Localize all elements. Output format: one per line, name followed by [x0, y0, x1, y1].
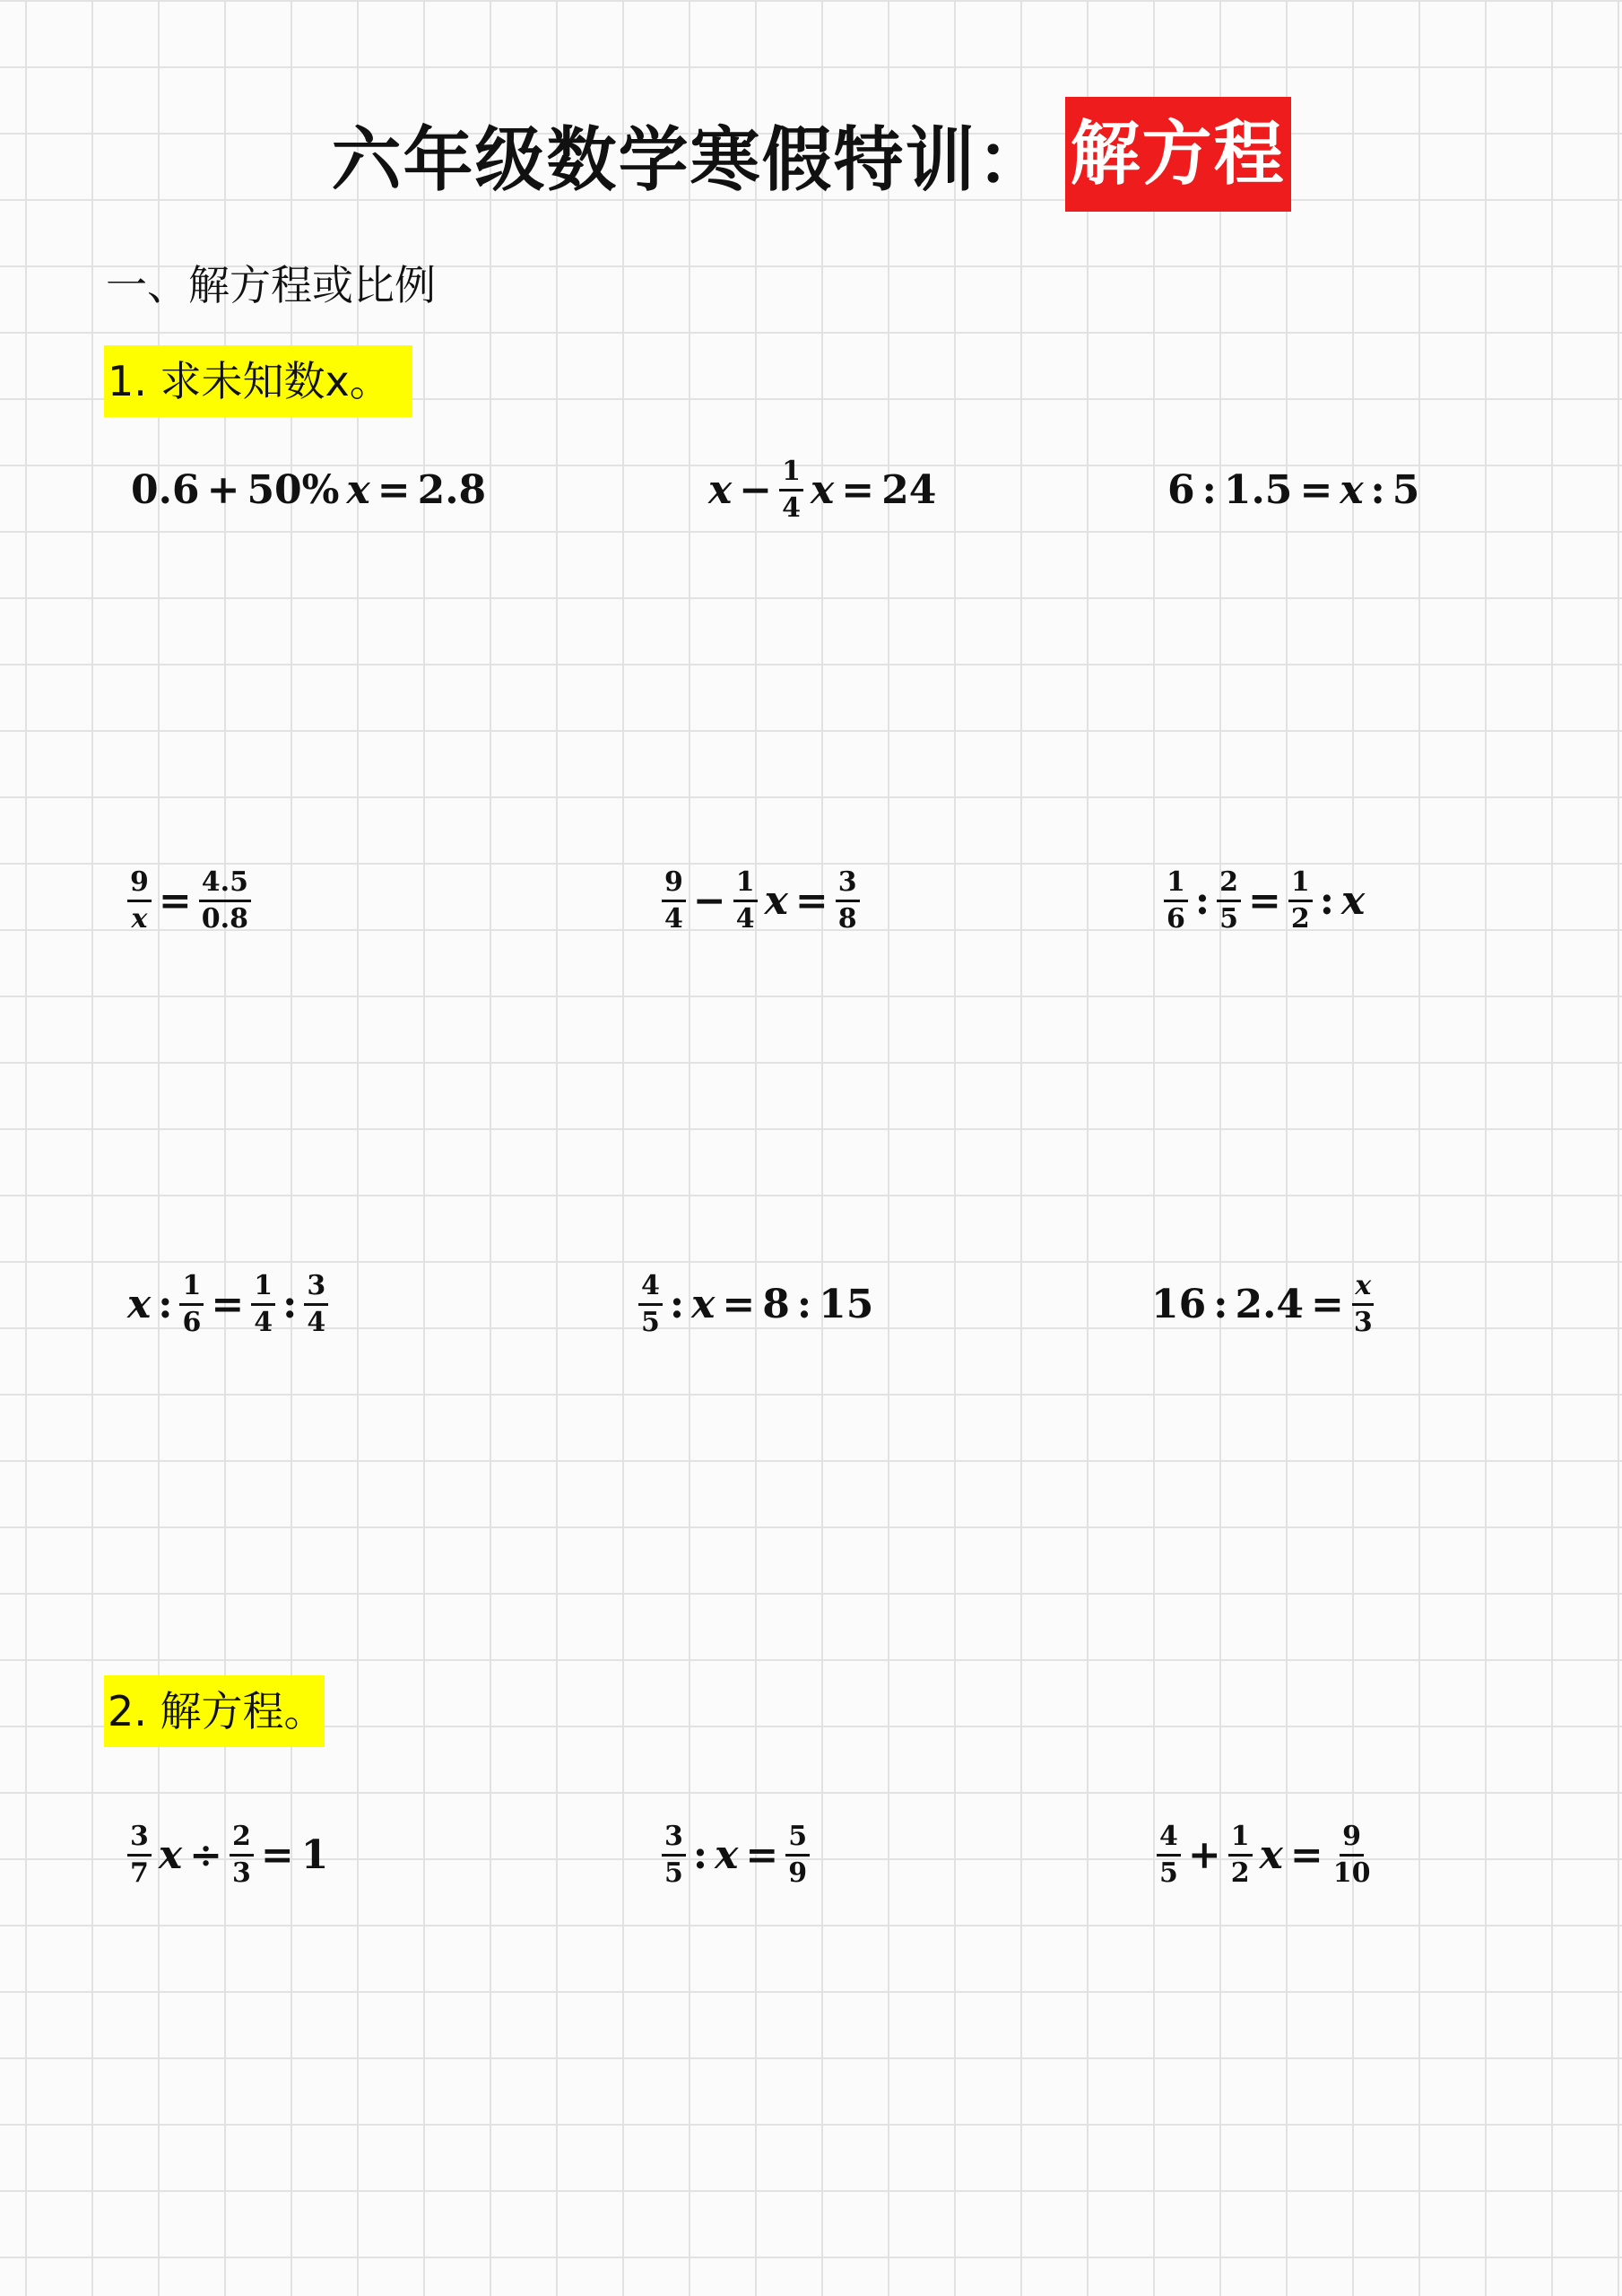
part2-equation-2 — [658, 1810, 813, 1900]
equation-term: = — [377, 466, 411, 513]
denominator: 3 — [231, 1857, 251, 1889]
equation-term: = — [260, 1831, 294, 1878]
equation-term: = — [722, 1281, 756, 1327]
fraction — [1351, 1269, 1375, 1338]
denominator: 6 — [182, 1306, 202, 1338]
part1-equation-5 — [658, 856, 863, 945]
numerator: 3 — [662, 1823, 686, 1857]
numerator: 3 — [836, 869, 860, 902]
equation-term: − — [739, 466, 773, 513]
numerator: 1 — [1164, 869, 1188, 902]
part2-equation-3 — [1153, 1810, 1376, 1900]
fraction — [1217, 865, 1241, 935]
equation-term: 15 — [819, 1281, 874, 1327]
fraction — [1228, 1820, 1253, 1889]
fraction — [1164, 865, 1188, 935]
equation-term: = — [158, 877, 192, 924]
fraction — [127, 1820, 152, 1889]
unknown-variable: x — [346, 466, 370, 513]
page-title — [0, 97, 1622, 212]
part1-equation-2 — [705, 445, 940, 535]
equation-term: : — [1194, 877, 1210, 924]
equation-term: : — [796, 1281, 812, 1327]
denominator: 5 — [641, 1306, 660, 1338]
equation-term: 2.8 — [417, 466, 487, 513]
part1-equation-1 — [127, 445, 490, 535]
numerator: 9 — [1340, 1823, 1364, 1857]
equation-term: = — [1248, 877, 1281, 924]
numerator: 4 — [1157, 1823, 1181, 1857]
fraction — [1331, 1820, 1374, 1889]
part1-equation-6 — [1160, 856, 1368, 945]
equation-term: : — [282, 1281, 298, 1327]
section-heading: 一、解方程或比例 — [106, 261, 436, 309]
denominator: 4 — [735, 902, 755, 935]
numerator: 1 — [1288, 869, 1313, 902]
fraction — [1157, 1820, 1181, 1889]
denominator: 4 — [254, 1306, 273, 1338]
numerator: 1 — [179, 1273, 204, 1306]
unknown-variable: x — [1340, 466, 1364, 513]
fraction — [127, 865, 152, 935]
numerator: 1 — [1228, 1823, 1253, 1857]
equation-term: : — [692, 1831, 708, 1878]
equation-term: 50% — [247, 466, 340, 513]
equation-term: : — [669, 1281, 685, 1327]
equation-term: 5 — [1392, 466, 1420, 513]
fraction — [230, 1820, 254, 1889]
unknown-variable: x — [810, 466, 835, 513]
numerator: 4.5 — [199, 869, 251, 902]
fraction — [785, 1820, 810, 1889]
equation-term: = — [745, 1831, 779, 1878]
part1-equation-9 — [1148, 1259, 1379, 1349]
equation-term: + — [1187, 1831, 1221, 1878]
denominator: 5 — [664, 1857, 683, 1889]
equation-term: : — [1370, 466, 1385, 513]
fraction — [662, 865, 686, 935]
part1-label: 1. 求未知数x。 — [104, 345, 412, 417]
numerator: 3 — [127, 1823, 152, 1857]
fraction — [638, 1269, 663, 1338]
fraction — [779, 455, 803, 524]
equation-term: 24 — [881, 466, 937, 513]
numerator: 1 — [733, 869, 758, 902]
equation-term: 2.4 — [1235, 1281, 1305, 1327]
equation-term: = — [211, 1281, 245, 1327]
denominator: 7 — [130, 1857, 149, 1889]
denominator: 4 — [307, 1306, 326, 1338]
equation-term: = — [841, 466, 875, 513]
equation-term: = — [1289, 1831, 1323, 1878]
equation-term: 1.5 — [1223, 466, 1293, 513]
part1-equation-3 — [1164, 445, 1423, 535]
fraction — [1288, 865, 1313, 935]
part2-label: 2. 解方程。 — [104, 1675, 325, 1747]
denominator: x — [131, 902, 148, 935]
equation-term: 6 — [1167, 466, 1195, 513]
part2-equation-1 — [124, 1810, 332, 1900]
denominator: 10 — [1332, 1857, 1371, 1889]
unknown-variable: x — [1259, 1831, 1283, 1878]
equation-term: 16 — [1151, 1281, 1207, 1327]
denominator: 5 — [1219, 902, 1238, 935]
unknown-variable: x — [691, 1281, 716, 1327]
part1-equation-4 — [124, 856, 255, 945]
equation-term: − — [692, 877, 726, 924]
equation-term: : — [158, 1281, 173, 1327]
fraction — [662, 1820, 686, 1889]
part1-equation-8 — [635, 1259, 877, 1349]
numerator: 9 — [127, 869, 152, 902]
equation-term: = — [794, 877, 828, 924]
title-highlight: 解方程 — [1065, 97, 1291, 212]
fraction — [733, 865, 758, 935]
denominator: 6 — [1167, 902, 1185, 935]
unknown-variable: x — [127, 1281, 152, 1327]
equation-term: + — [206, 466, 240, 513]
numerator: 4 — [638, 1273, 663, 1306]
equation-term: 1 — [300, 1831, 329, 1878]
equation-term: : — [1213, 1281, 1228, 1327]
part1-equation-7 — [124, 1259, 332, 1349]
denominator: 2 — [1290, 902, 1310, 935]
denominator: 9 — [788, 1857, 808, 1889]
numerator: 2 — [1217, 869, 1241, 902]
equation-term: 0.6 — [131, 466, 200, 513]
fraction — [179, 1269, 204, 1338]
denominator: 4 — [782, 491, 801, 524]
numerator: x — [1352, 1273, 1374, 1306]
equation-term: = — [1299, 466, 1333, 513]
denominator: 0.8 — [201, 902, 248, 935]
unknown-variable: x — [708, 466, 733, 513]
numerator: 9 — [662, 869, 686, 902]
fraction — [304, 1269, 328, 1338]
unknown-variable: x — [158, 1831, 183, 1878]
equation-term: = — [1311, 1281, 1344, 1327]
equation-term: ÷ — [189, 1831, 222, 1878]
numerator: 5 — [785, 1823, 810, 1857]
numerator: 3 — [304, 1273, 328, 1306]
fraction — [199, 865, 251, 935]
numerator: 1 — [251, 1273, 275, 1306]
unknown-variable: x — [1341, 877, 1366, 924]
denominator: 3 — [1353, 1306, 1373, 1338]
unknown-variable: x — [715, 1831, 739, 1878]
equation-term: 8 — [762, 1281, 790, 1327]
title-main: 六年级数学寒假特训： — [331, 119, 1049, 201]
fraction — [251, 1269, 275, 1338]
denominator: 2 — [1230, 1857, 1250, 1889]
numerator: 2 — [230, 1823, 254, 1857]
denominator: 5 — [1159, 1857, 1178, 1889]
equation-term: : — [1319, 877, 1334, 924]
denominator: 8 — [837, 902, 857, 935]
denominator: 4 — [664, 902, 683, 935]
equation-term: : — [1201, 466, 1217, 513]
unknown-variable: x — [764, 877, 788, 924]
fraction — [836, 865, 860, 935]
numerator: 1 — [779, 458, 803, 491]
